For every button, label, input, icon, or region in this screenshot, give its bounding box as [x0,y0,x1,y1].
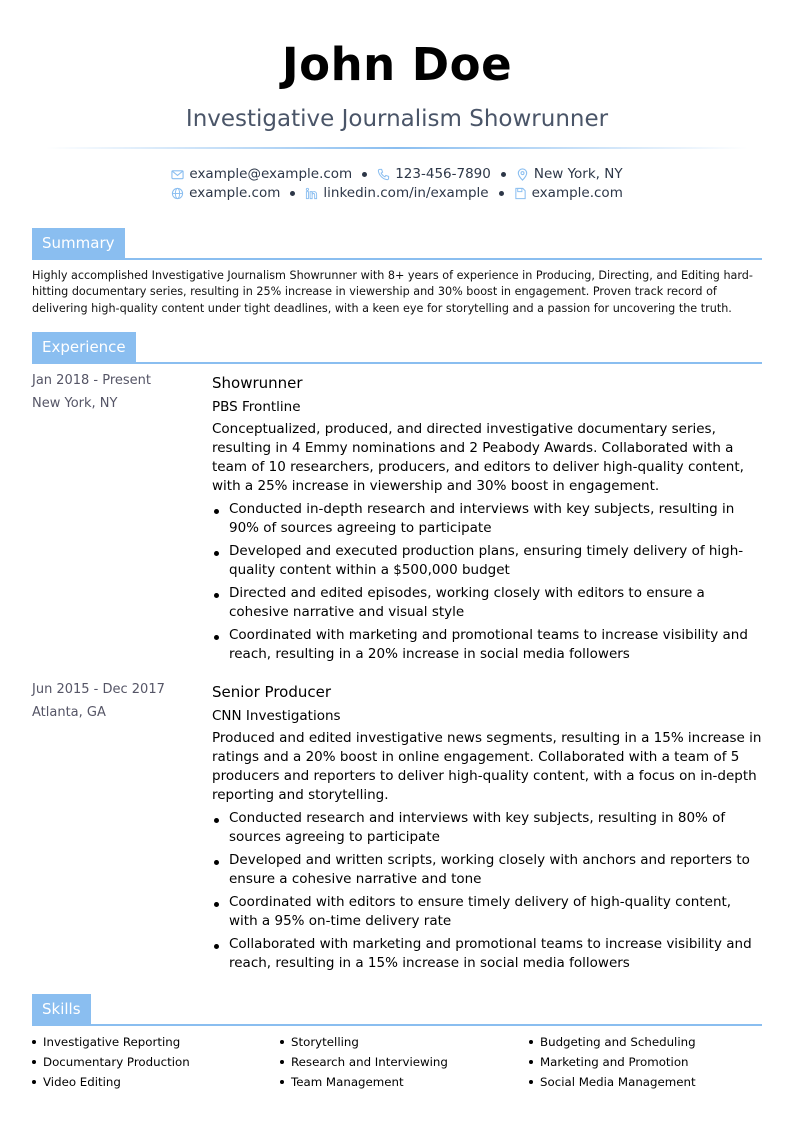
skills-column [32,1034,272,1094]
achievement-item: Conducted in-depth research and interviews with key subjects, resulting in 90% of sources agreeing to participate [212,500,764,538]
skill-item: Documentary Production [32,1054,272,1074]
skill-item: Research and Interviewing [280,1054,520,1074]
skills-heading: Skills [32,994,91,1026]
job-title: Investigative Journalism Showrunner [185,106,609,132]
job-achievements [212,500,764,664]
job-meta [32,373,202,419]
job-location: New York, NY [32,396,118,411]
header-divider [46,147,748,149]
job-location: Atlanta, GA [32,705,106,720]
mail-icon [171,168,184,181]
achievement-item: Conducted research and interviews with key subjects, resulting in 80% of sources agreeing to participate [212,809,764,847]
website-text: example.com [189,185,281,201]
job-company: CNN Investigations [212,708,341,724]
job-dates: Jan 2018 - Present [32,373,151,388]
achievement-item: Directed and edited episodes, working closely with editors to ensure a cohesive narrative and visual style [212,584,764,622]
contact-email[interactable] [171,166,352,182]
skill-item: Investigative Reporting [32,1034,272,1054]
skill-item: Marketing and Promotion [529,1054,769,1074]
job-entry [212,682,764,977]
job-achievements [212,809,764,973]
summary-heading: Summary [32,228,125,260]
section-divider [32,258,762,260]
skill-item: Social Media Management [529,1074,769,1094]
contact-row-1 [0,166,794,182]
phone-text: 123-456-7890 [395,166,491,182]
achievement-item: Developed and written scripts, working closely with anchors and reporters to ensure a cohesive narrative and tone [212,851,764,889]
achievement-item: Coordinated with editors to ensure timely delivery of high-quality content, with a 95% on-time delivery rate [212,893,764,931]
summary-text: Highly accomplished Investigative Journalism Showrunner with 8+ years of experience in Producing, Directing, and Editing hard-hitting documentary series, resulting in 25% increase in viewership and 30% boost in engagement. Proven track record of delivering high-quality content under tight deadlines, with a keen eye for storytelling and a passion for uncovering the truth. [32,269,753,315]
location-icon [516,168,529,181]
portfolio-text: example.com [531,185,623,201]
job-description: Produced and edited investigative news segments, resulting in a 15% increase in ratings and a 20% boost in online engagement. Collaborated with a team of 5 producers and reporters to deliver high-quality content, with a focus on in-depth reporting and storytelling. [212,730,762,803]
globe-icon [171,187,184,200]
skill-item: Video Editing [32,1074,272,1094]
job-meta [32,682,202,728]
job-company: PBS Frontline [212,399,301,415]
separator-dot [362,172,367,177]
skills-section-header [32,994,762,1026]
phone-icon [377,168,390,181]
portfolio-icon [514,187,527,200]
job-dates: Jun 2015 - Dec 2017 [32,682,165,697]
email-text: example@example.com [189,166,353,182]
contact-portfolio[interactable] [514,185,623,201]
skills-column [280,1034,520,1094]
job-position: Showrunner [212,374,303,392]
contact-row-2 [0,185,794,201]
achievement-item: Coordinated with marketing and promotional teams to increase visibility and reach, resulting in a 20% increase in social media followers [212,626,764,664]
section-divider [32,362,762,364]
job-entry [212,373,764,668]
skill-item: Team Management [280,1074,520,1094]
separator-dot [499,191,504,196]
linkedin-icon [305,187,318,200]
candidate-name: John Doe [281,38,513,91]
contact-phone[interactable] [377,166,491,182]
location-text: New York, NY [533,166,623,182]
achievement-item: Developed and executed production plans, ensuring timely delivery of high-quality content within a $500,000 budget [212,542,764,580]
contact-location [516,166,623,182]
summary-section-header [32,228,762,260]
separator-dot [501,172,506,177]
job-position: Senior Producer [212,683,332,701]
linkedin-text: linkedin.com/in/example [323,185,489,201]
experience-section-header [32,332,762,364]
experience-heading: Experience [32,332,136,364]
achievement-item: Collaborated with marketing and promotional teams to increase visibility and reach, resulting in a 15% increase in social media followers [212,935,764,973]
section-divider [32,1024,762,1026]
skills-column [529,1034,769,1094]
separator-dot [290,191,295,196]
skill-item: Budgeting and Scheduling [529,1034,769,1054]
skill-item: Storytelling [280,1034,520,1054]
job-description: Conceptualized, produced, and directed investigative documentary series, resulting in 4 Emmy nominations and 2 Peabody Awards. Collaborated with a team of 10 researchers, producers, and editors to deliver high-quality content, with a 25% increase in viewership and 30% boost in engagement. [212,421,744,494]
contact-linkedin[interactable] [305,185,488,201]
contact-website[interactable] [171,185,280,201]
